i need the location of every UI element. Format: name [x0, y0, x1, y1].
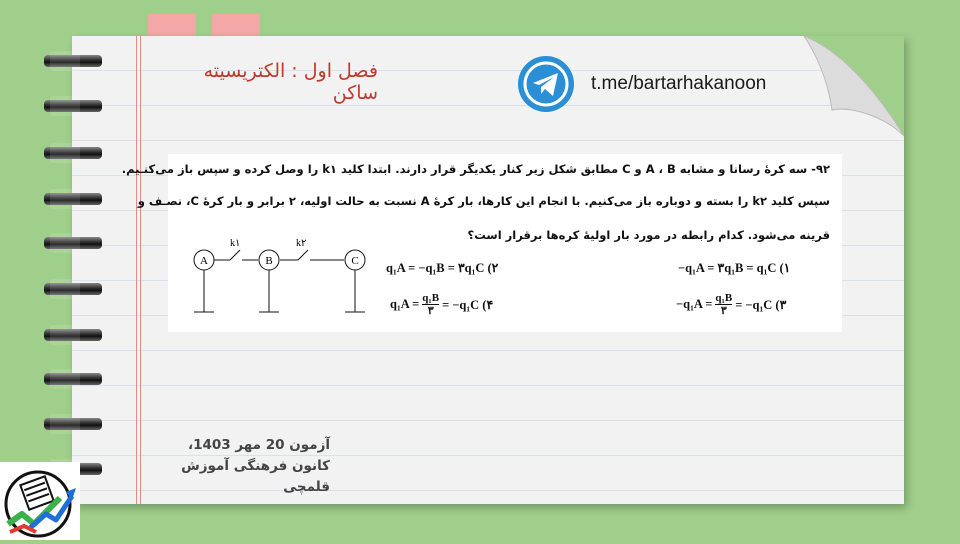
option-3-denominator: ۳	[720, 305, 727, 317]
question-line-1	[122, 162, 830, 176]
telegram-link[interactable]: t.me/bartarhakanoon	[591, 73, 767, 94]
option-4-fraction	[422, 292, 439, 317]
binder-ring	[44, 147, 102, 159]
option-3[interactable]	[676, 292, 786, 317]
option-4-left: q₁A =	[390, 297, 420, 311]
exam-info	[150, 435, 330, 498]
telegram-icon[interactable]	[516, 54, 576, 114]
option-4-numerator: q₁B	[422, 292, 440, 304]
question-box	[121, 154, 842, 332]
sphere-c-label: C	[351, 255, 359, 267]
margin-line	[140, 36, 141, 504]
binder-ring	[44, 55, 102, 67]
option-4-denominator: ۳	[427, 305, 434, 317]
question-line-2: سپس کلید k۲ را بسته و دوباره باز می‌کنیم. با انجام این کارها، بار کرهٔ A نسبت به حالت اولیه، ۲ برابر و بار کرهٔ C، نصـف و	[137, 194, 830, 208]
option-3-fraction	[715, 292, 732, 317]
logo-icon	[0, 462, 80, 540]
binder-ring	[44, 373, 102, 385]
option-2[interactable]: q₁A = −q₁B = ۳q₁C (۲	[386, 261, 499, 275]
binder-ring	[44, 283, 102, 295]
sphere-b	[259, 250, 279, 270]
brand-logo	[0, 462, 80, 540]
top-tab-left	[148, 14, 196, 38]
option-1[interactable]: −q₁A = ۳q₁B = q₁C (۱	[678, 261, 791, 275]
exam-date: آزمون 20 مهر 1403،	[187, 437, 330, 453]
binder-ring	[44, 237, 102, 249]
question-line-3: قرینه می‌شود. کدام رابطه در مورد بار اولیهٔ کره‌ها برقرار است؟	[467, 228, 830, 242]
option-3-numerator: q₁B	[715, 292, 733, 304]
sphere-c	[345, 250, 365, 270]
page-curl	[780, 20, 920, 140]
question-text-1: سه کرهٔ رسانا و مشابه A ، B و C مطابق شکل زیر کنار یکدیگر قرار دارند. ابتدا کلید k۱ را وصل کرده و سپس باز می‌کنـیم.	[121, 162, 808, 176]
sphere-a	[194, 250, 214, 270]
option-3-right: = −q₁C (۳	[735, 297, 787, 312]
top-tab-right	[212, 14, 260, 38]
chapter-title: فصل اول : الکتریسیته ساکن	[203, 60, 378, 104]
question-number: ۹۲-	[811, 162, 830, 176]
circuit-diagram	[190, 234, 380, 314]
binder-ring	[44, 418, 102, 430]
option-3-left: −q₁A =	[676, 297, 713, 311]
switch-k1-label: k۱	[230, 238, 241, 249]
exam-publisher: کانون فرهنگی آموزش قلمچی	[181, 458, 330, 495]
option-4[interactable]	[390, 292, 493, 317]
sphere-a-label: A	[200, 255, 208, 267]
binder-ring	[44, 100, 102, 112]
switch-k2-label: k۲	[296, 238, 307, 249]
margin-line	[136, 36, 137, 504]
option-4-right: = −q₁C (۴	[442, 297, 494, 312]
binder-ring	[44, 193, 102, 205]
sphere-b-label: B	[265, 255, 273, 267]
binder-ring	[44, 329, 102, 341]
